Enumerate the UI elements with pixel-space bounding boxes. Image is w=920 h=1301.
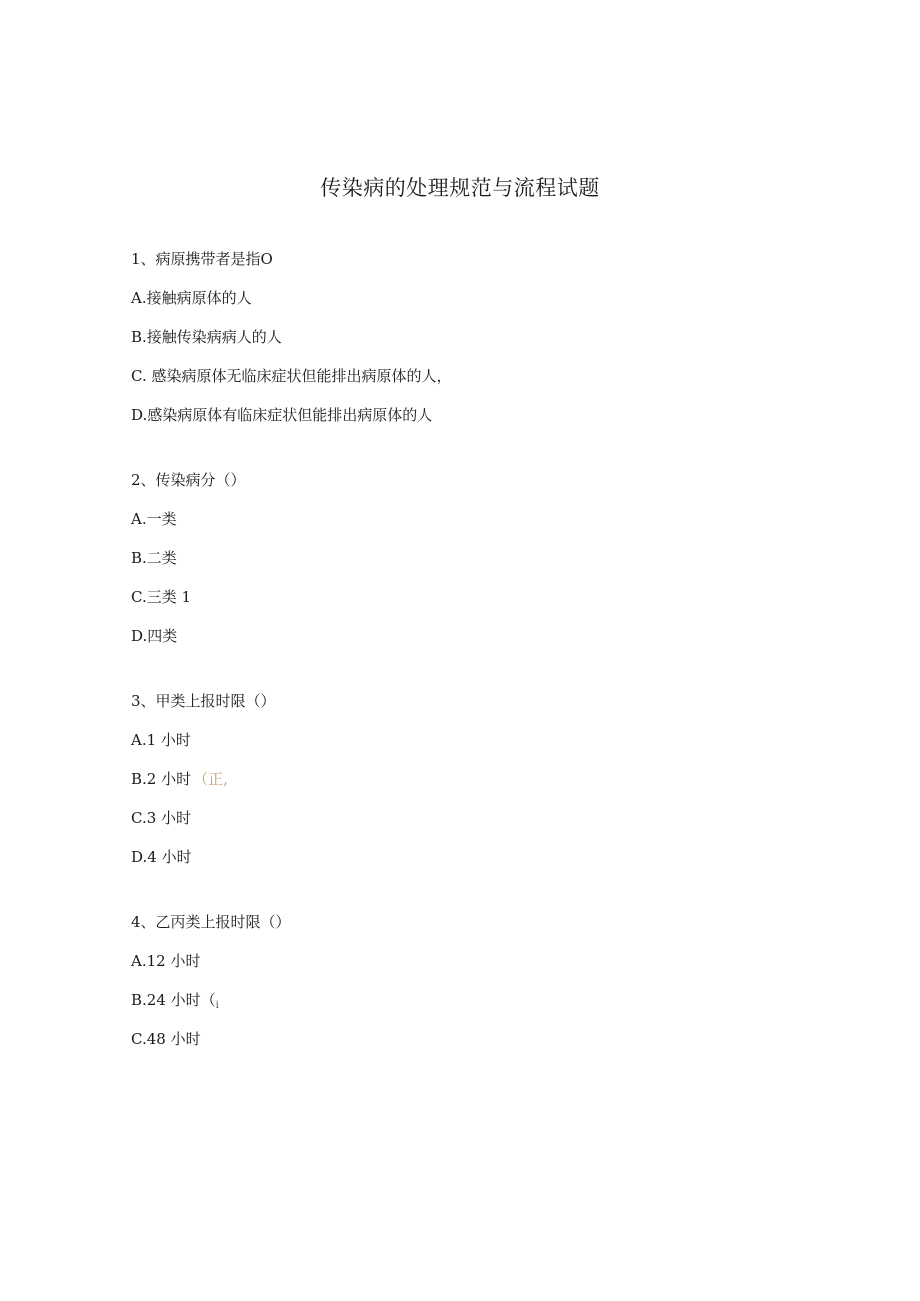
option-a <box>131 504 831 534</box>
option-text: C.3 小时 <box>131 809 192 827</box>
option-text: C.48 小时 <box>131 1030 201 1048</box>
option-text: A.一类 <box>131 510 177 528</box>
option-text: B.24 小时（ <box>131 991 216 1009</box>
option-text: C.三类 1 <box>131 588 192 606</box>
option-text: A.12 小时 <box>131 952 201 970</box>
option-text: A.1 小时 <box>131 731 191 749</box>
option-text: B.二类 <box>131 549 177 567</box>
option-text: D.4 小时 <box>131 848 192 866</box>
option-b <box>131 322 831 352</box>
option-text: C. 感染病原体无临床症状但能排出病原体的人， <box>131 367 452 385</box>
option-c <box>131 361 831 391</box>
option-text: D.四类 <box>131 627 178 645</box>
option-a <box>131 946 831 976</box>
question-stem: 4、乙丙类上报时限（） <box>131 913 291 931</box>
question-stem: 2、传染病分（） <box>131 471 246 489</box>
option-c <box>131 1024 831 1054</box>
option-d <box>131 400 831 430</box>
option-b <box>131 764 831 794</box>
option-text: D.感染病原体有临床症状但能排出病原体的人 <box>131 406 433 424</box>
document-title: 传染病的处理规范与流程试题 <box>320 176 600 200</box>
option-c <box>131 803 831 833</box>
option-d <box>131 842 831 872</box>
question-4 <box>131 907 831 1054</box>
option-a <box>131 283 831 313</box>
question-3 <box>131 686 831 872</box>
option-a <box>131 725 831 755</box>
option-b <box>131 543 831 573</box>
question-stem: 1、病原携带者是指O <box>131 250 273 268</box>
option-text: B.2 小时 <box>131 770 192 788</box>
option-b <box>131 985 831 1015</box>
answer-mark: i <box>215 1000 219 1011</box>
option-c <box>131 582 831 612</box>
answer-mark: （正, <box>193 770 228 788</box>
option-d <box>131 621 831 651</box>
option-text: B.接触传染病病人的人 <box>131 328 282 346</box>
question-stem: 3、甲类上报时限（） <box>131 692 276 710</box>
question-list <box>131 244 831 1089</box>
question-2 <box>131 465 831 651</box>
option-text: A.接触病原体的人 <box>131 289 252 307</box>
question-1 <box>131 244 831 430</box>
